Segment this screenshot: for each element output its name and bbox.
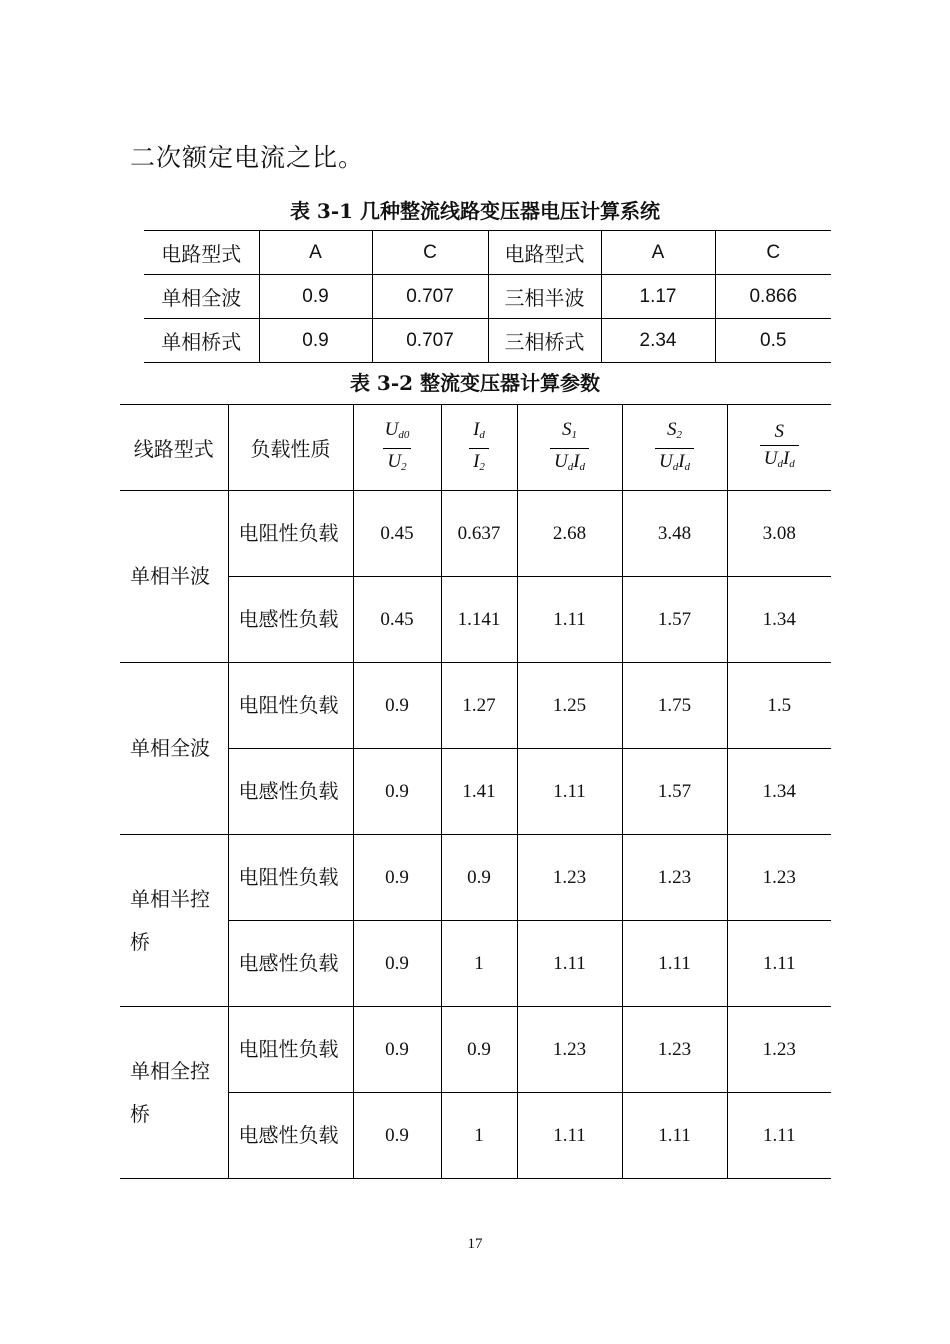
value-cell: 1.23 [727, 835, 831, 921]
value-cell: 1.41 [441, 749, 517, 835]
table1-cell: 三相桥式 [488, 319, 601, 363]
value-cell: 0.9 [441, 1007, 517, 1093]
intro-text: 二次额定电流之比。 [130, 143, 365, 172]
table1-row [144, 275, 831, 319]
table1-header-cell: 电路型式 [488, 231, 601, 275]
value-cell: 0.9 [353, 1093, 441, 1179]
line-type-cell: 单相半控桥 [120, 835, 228, 1007]
value-cell: 1.23 [517, 1007, 622, 1093]
value-cell: 0.9 [353, 835, 441, 921]
table2-row [120, 491, 831, 577]
table1-caption: 表 3-1 几种整流线路变压器电压计算系统 [289, 199, 661, 223]
value-cell: 0.9 [353, 1007, 441, 1093]
value-cell: 1.27 [441, 663, 517, 749]
value-cell: 0.637 [441, 491, 517, 577]
load-type-cell: 电阻性负载 [228, 835, 353, 921]
header-id-i2 [441, 405, 517, 491]
value-cell: 2.68 [517, 491, 622, 577]
table1-cell: 单相桥式 [144, 319, 259, 363]
load-type-cell: 电感性负载 [228, 749, 353, 835]
table1-header-cell: C [715, 231, 831, 275]
value-cell: 1.23 [622, 1007, 727, 1093]
value-cell: 1.141 [441, 577, 517, 663]
value-cell: 1.34 [727, 577, 831, 663]
header-s1-udid [517, 405, 622, 491]
value-cell: 1.57 [622, 577, 727, 663]
value-cell: 1 [441, 1093, 517, 1179]
load-type-cell: 电感性负载 [228, 921, 353, 1007]
ratio-ud0-u2: $\frac{U_{d0}}{U_2}$ [381, 419, 414, 478]
load-type-cell: 电感性负载 [228, 1093, 353, 1179]
table1-header-row [144, 231, 831, 275]
value-cell: 1.5 [727, 663, 831, 749]
line-type-cell: 单相全波 [120, 663, 228, 835]
header-ud0-u2 [353, 405, 441, 491]
value-cell: 3.48 [622, 491, 727, 577]
line-type-cell: 单相全控桥 [120, 1007, 228, 1179]
table1-header-cell: C [372, 231, 488, 275]
value-cell: 0.9 [441, 835, 517, 921]
load-type-cell: 电感性负载 [228, 577, 353, 663]
ratio-s-udid: $\frac{S}{U_dI_d}$ [760, 421, 799, 475]
load-type-cell: 电阻性负载 [228, 491, 353, 577]
table1-cell: 0.866 [715, 275, 831, 319]
value-cell: 1.23 [727, 1007, 831, 1093]
table1-cell: 1.17 [601, 275, 715, 319]
table1-header-cell: 电路型式 [144, 231, 259, 275]
table1 [144, 230, 831, 363]
page-number: 17 [467, 1236, 483, 1252]
value-cell: 1.23 [517, 835, 622, 921]
value-cell: 1.11 [517, 577, 622, 663]
table1-cell: 单相全波 [144, 275, 259, 319]
table2-caption: 表 3-2 整流变压器计算参数 [349, 371, 601, 395]
ratio-s2-udid: $\frac{S_2}{U_dI_d}$ [655, 419, 694, 478]
table1-cell: 0.9 [259, 319, 372, 363]
table1-cell: 0.707 [372, 275, 488, 319]
table1-cell: 0.707 [372, 319, 488, 363]
table1-header-cell: A [259, 231, 372, 275]
value-cell: 1.11 [517, 1093, 622, 1179]
header-load-type: 负载性质 [228, 405, 353, 491]
value-cell: 1.11 [517, 921, 622, 1007]
value-cell: 1.11 [622, 1093, 727, 1179]
value-cell: 0.9 [353, 921, 441, 1007]
value-cell: 1.11 [727, 921, 831, 1007]
table2-row [120, 663, 831, 749]
value-cell: 1.34 [727, 749, 831, 835]
value-cell: 1.11 [517, 749, 622, 835]
value-cell: 0.45 [353, 491, 441, 577]
table2 [120, 404, 831, 1179]
header-line-type: 线路型式 [120, 405, 228, 491]
value-cell: 1.23 [622, 835, 727, 921]
value-cell: 1.25 [517, 663, 622, 749]
table1-cell: 0.5 [760, 329, 787, 351]
table1-cell: 0.9 [259, 275, 372, 319]
table1-cell: 2.34 [601, 319, 715, 363]
value-cell: 1 [441, 921, 517, 1007]
value-cell: 1.75 [622, 663, 727, 749]
header-s2-udid [622, 405, 727, 491]
load-type-cell: 电阻性负载 [228, 663, 353, 749]
value-cell: 1.11 [622, 921, 727, 1007]
load-type-cell: 电阻性负载 [228, 1007, 353, 1093]
table1-header-cell: A [601, 231, 715, 275]
value-cell: 0.9 [353, 663, 441, 749]
value-cell: 0.45 [353, 577, 441, 663]
table1-cell: 三相半波 [488, 275, 601, 319]
value-cell: 0.9 [353, 749, 441, 835]
header-s-udid [727, 405, 831, 491]
table1-row [144, 319, 831, 363]
ratio-s1-udid: $\frac{S_1}{U_dI_d}$ [550, 419, 589, 478]
value-cell: 1.11 [727, 1093, 831, 1179]
ratio-id-i2: $\frac{I_d}{I_2}$ [469, 419, 489, 478]
table2-row [120, 1007, 831, 1093]
value-cell: 1.57 [622, 749, 727, 835]
line-type-cell: 单相半波 [120, 491, 228, 663]
value-cell: 3.08 [727, 491, 831, 577]
table2-header-row [120, 405, 831, 491]
table2-row [120, 835, 831, 921]
